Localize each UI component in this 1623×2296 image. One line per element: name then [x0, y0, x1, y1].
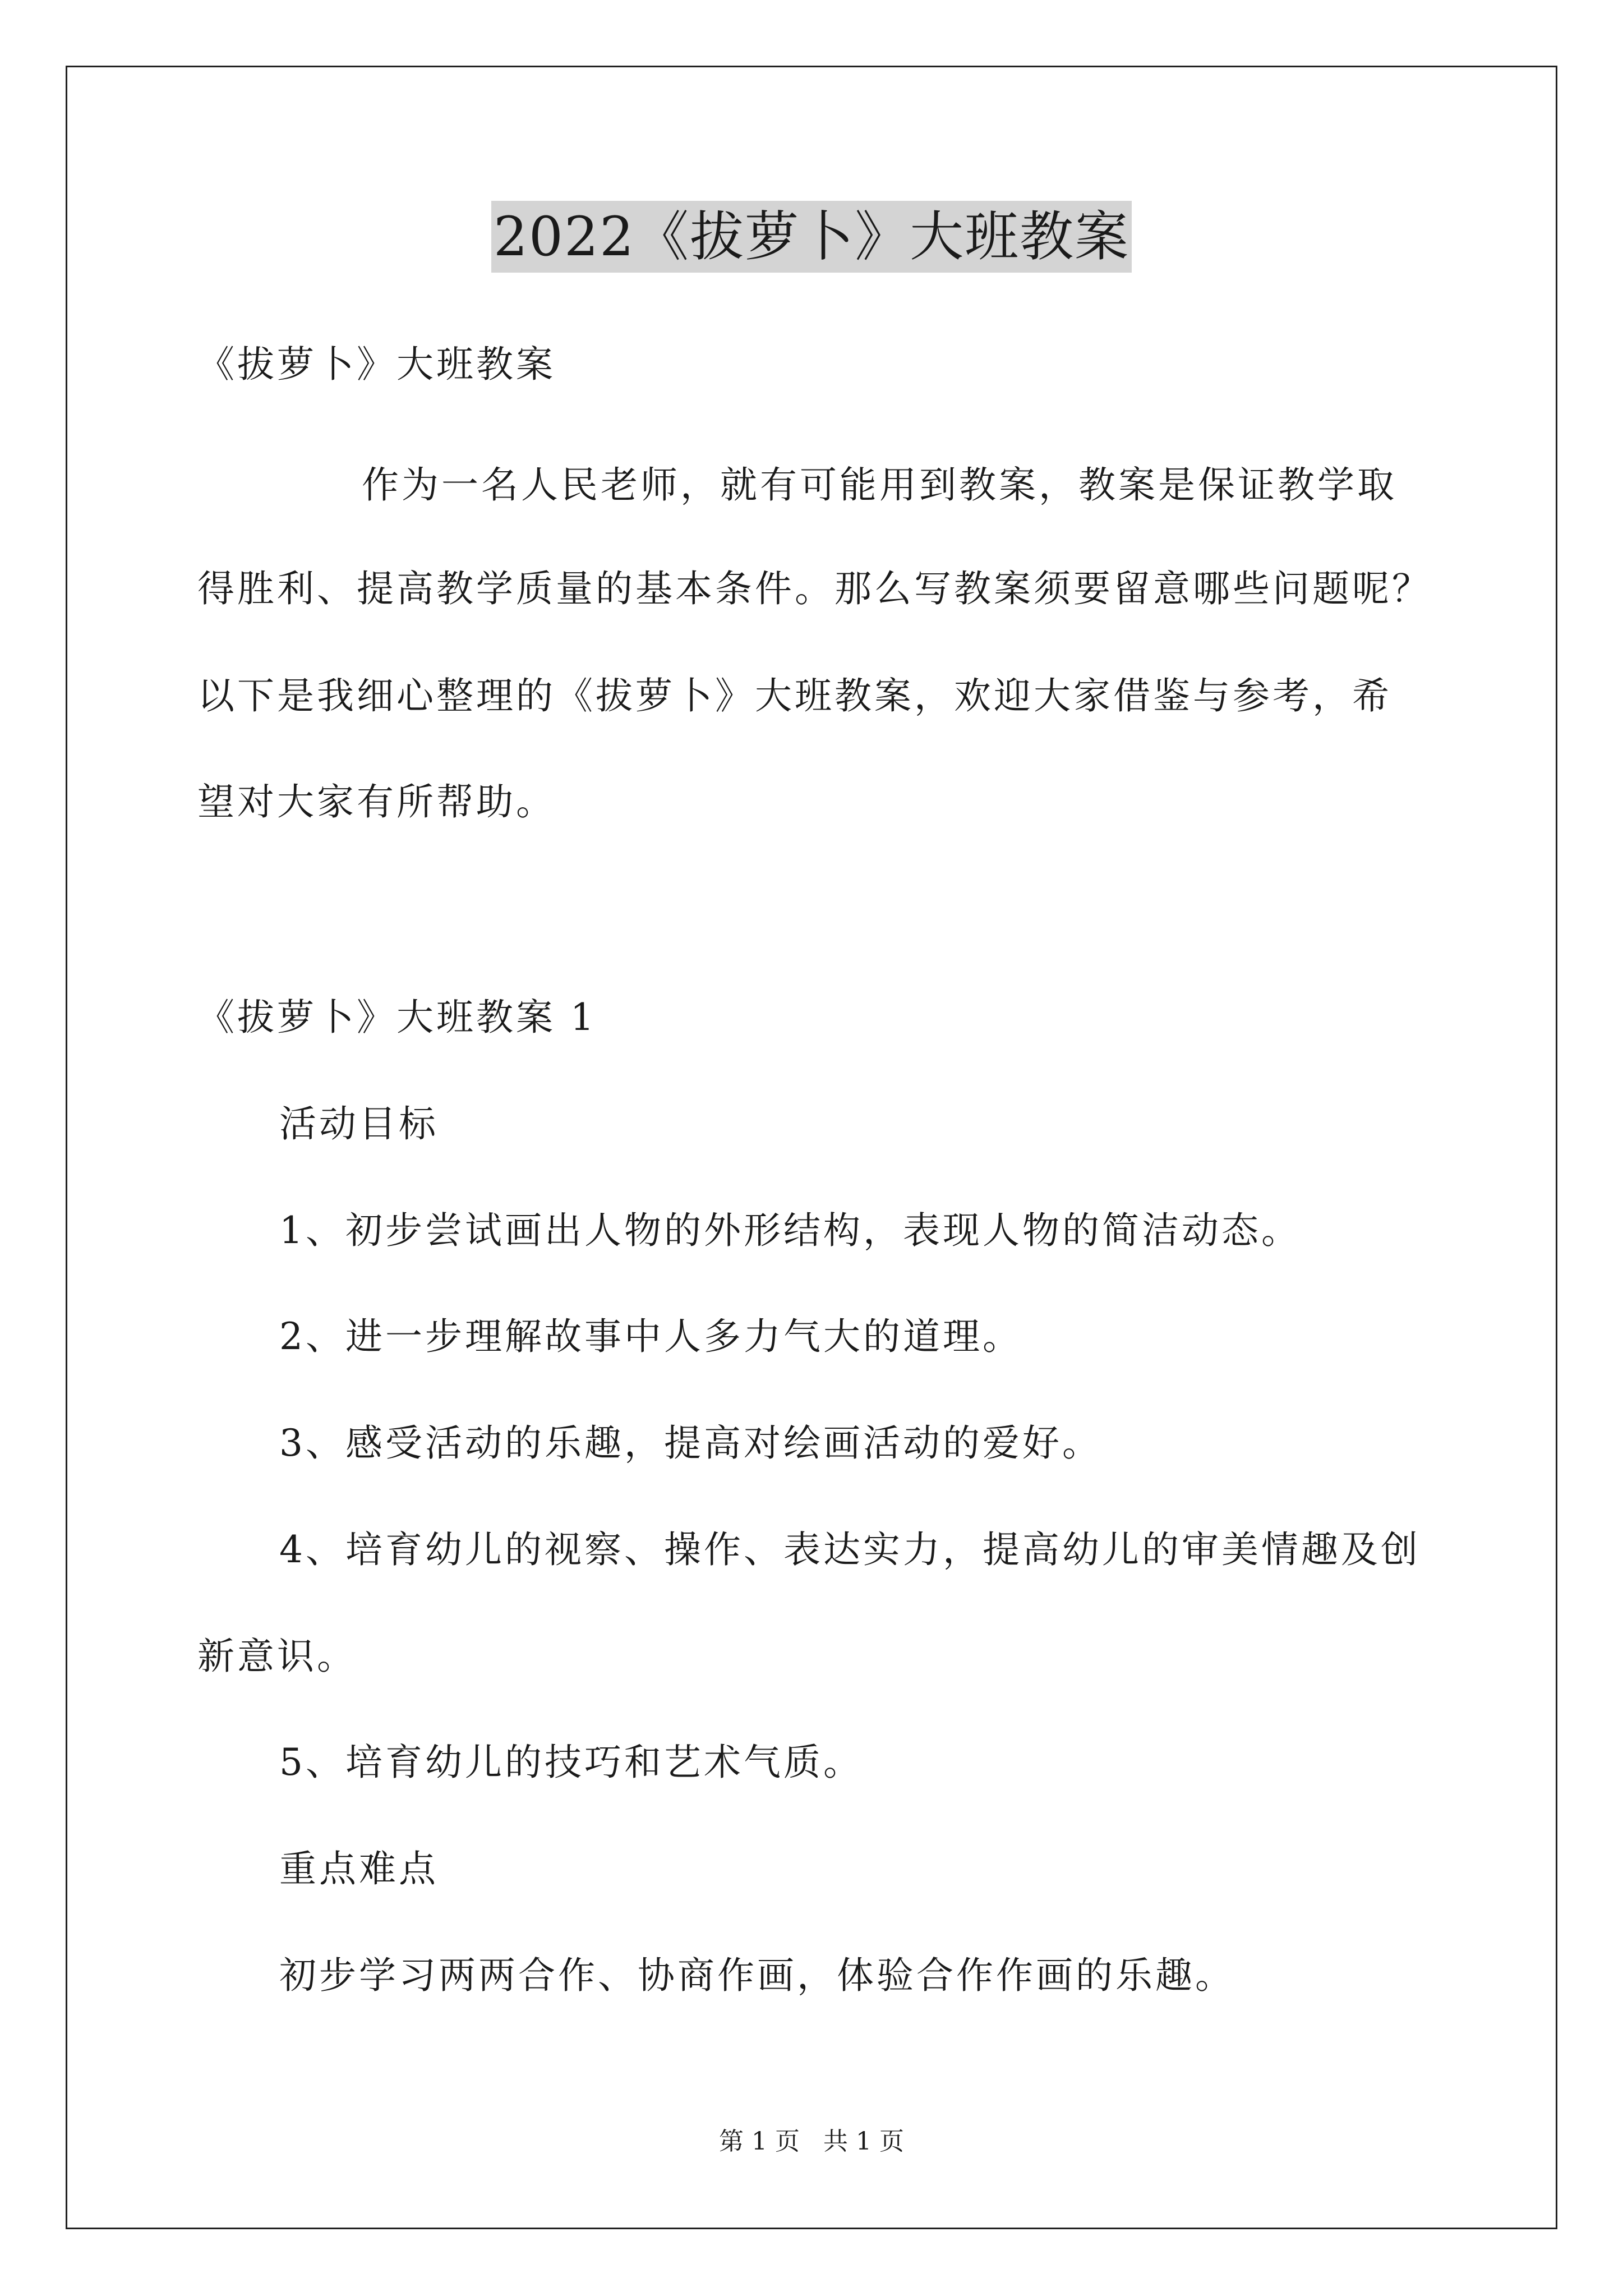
- intro-line-2: 得胜利、提高教学质量的基本条件。那么写教案须要留意哪些问题呢？: [197, 567, 1432, 610]
- key-points-text: 初步学习两两合作、协商作画，体验合作作画的乐趣。: [279, 1954, 1235, 1997]
- intro-line-1: 作为一名人民老师，就有可能用到教案，教案是保证教学取: [362, 463, 1397, 507]
- title-wrap: [0, 201, 1623, 273]
- goal-item-5: 5、培育幼儿的技巧和艺术气质。: [279, 1741, 863, 1784]
- goal-item-4-continued: 新意识。: [197, 1635, 357, 1678]
- goal-item-1: 1、初步尝试画出人物的外形结构，表现人物的简洁动态。: [279, 1209, 1301, 1252]
- goal-item-4: 4、培育幼儿的视察、操作、表达实力，提高幼儿的审美情趣及创: [279, 1528, 1421, 1571]
- intro-line-4: 望对大家有所帮助。: [197, 780, 556, 823]
- goals-heading: 活动目标: [279, 1102, 439, 1145]
- document-subtitle: 《拔萝卜》大班教案: [197, 343, 556, 386]
- section-title: 《拔萝卜》大班教案 1: [197, 996, 597, 1039]
- key-points-heading: 重点难点: [279, 1847, 439, 1890]
- goal-item-2: 2、进一步理解故事中人多力气大的道理。: [279, 1315, 1022, 1358]
- intro-line-3: 以下是我细心整理的《拔萝卜》大班教案，欢迎大家借鉴与参考，希: [197, 674, 1392, 717]
- goal-item-3: 3、感受活动的乐趣，提高对绘画活动的爱好。: [279, 1421, 1102, 1465]
- page-footer: 第 1 页 共 1 页: [719, 2127, 904, 2156]
- document-title: 2022《拔萝卜》大班教案: [491, 201, 1132, 273]
